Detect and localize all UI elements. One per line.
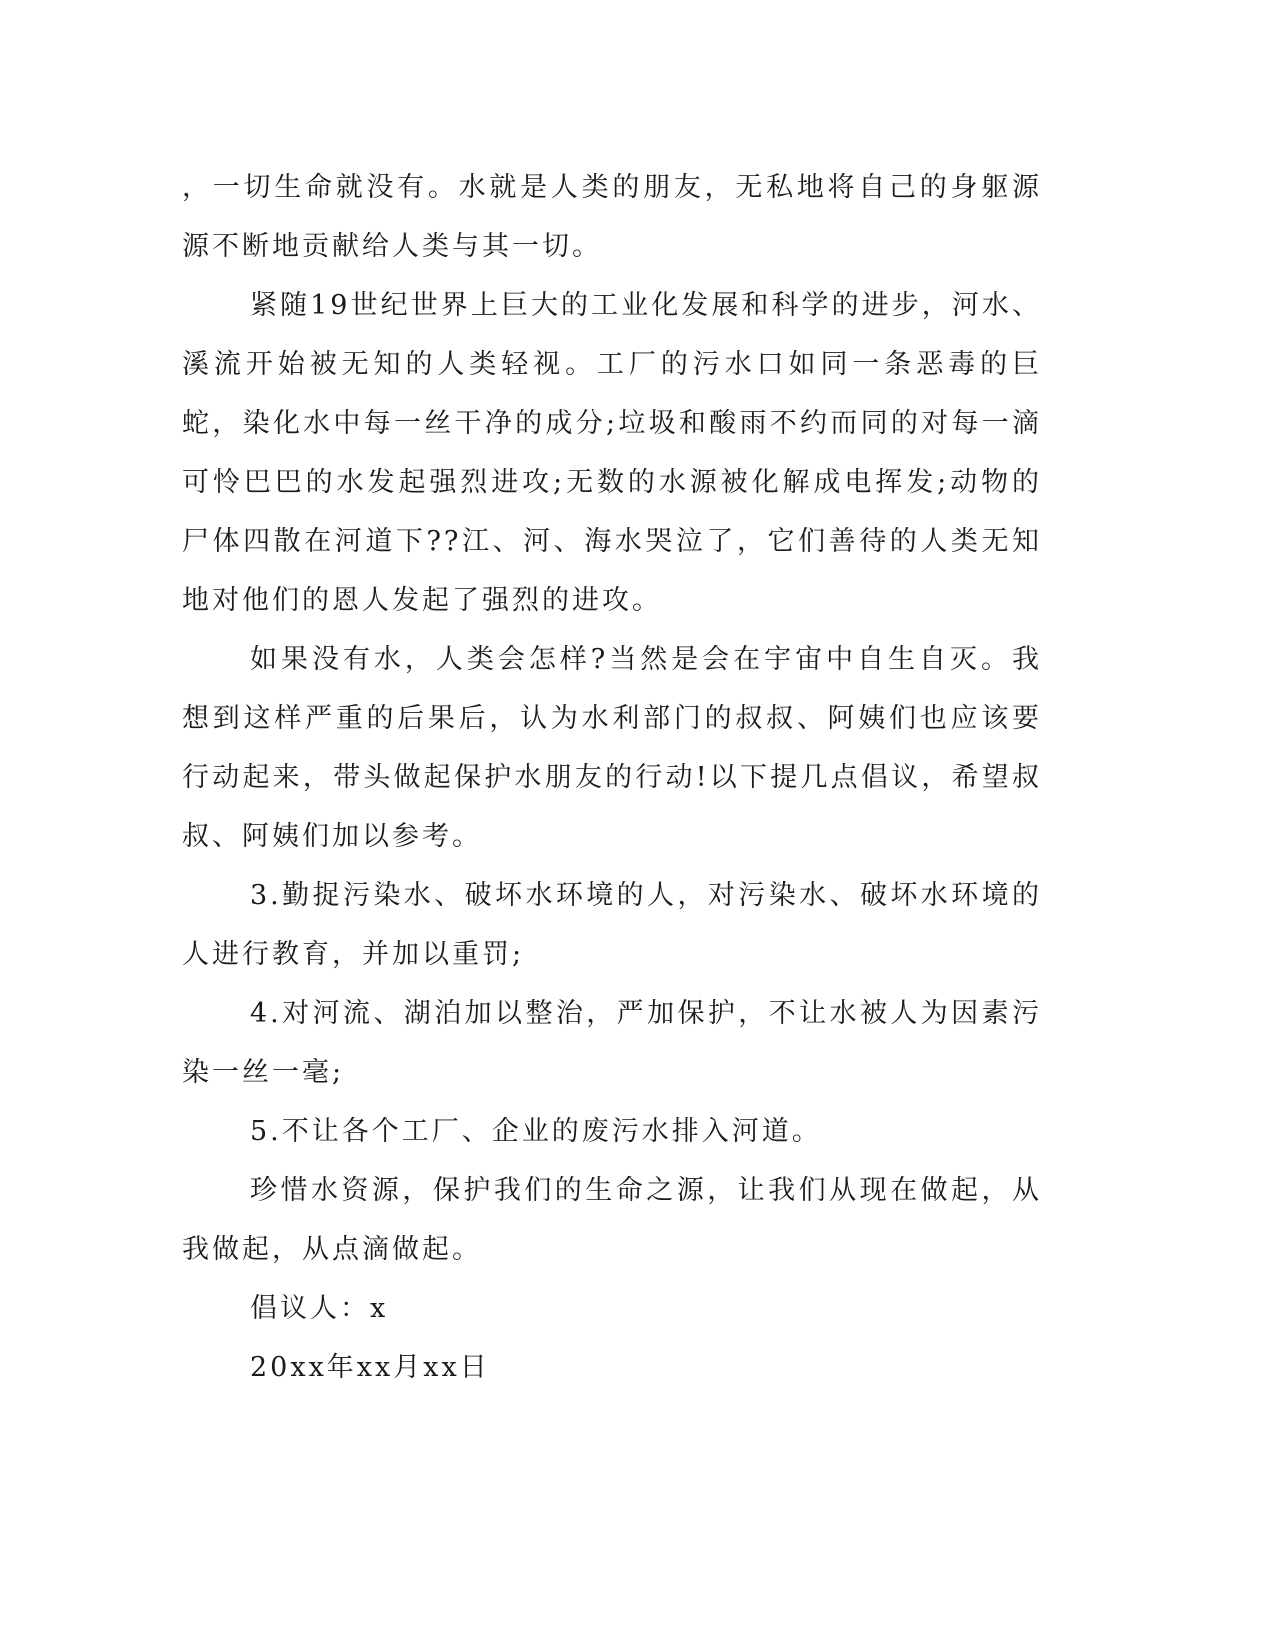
paragraph-closing-call: 珍惜水资源，保护我们的生命之源，让我们从现在做起，从我做起，从点滴做起。 (182, 1175, 1042, 1265)
paragraph-industrial-pollution: 紧随19世纪世界上巨大的工业化发展和科学的进步，河水、溪流开始被无知的人类轻视。工厂的污水口如同一条恶毒的巨蛇，染化水中每一丝干净的成分;垃圾和酸雨不约而同的对每一滴可怜巴巴的水发起强烈进攻;无数的水源被化解成电挥发;动物的尸体四散在河道下??江、河、海水哭泣了，它们善待的人类无知地对他们的恩人发起了强烈的进攻。 (182, 290, 1042, 616)
paragraph-water-friend: ，一切生命就没有。水就是人类的朋友，无私地将自己的身躯源源不断地贡献给人类与其一切。 (182, 172, 1042, 262)
proposal-item-4: 4.对河流、湖泊加以整治，严加保护，不让水被人为因素污染一丝一毫; (182, 998, 1042, 1088)
signature-proposer: 倡议人：x (250, 1293, 389, 1324)
proposal-item-5: 5.不让各个工厂、企业的废污水排入河道。 (250, 1116, 822, 1147)
signature-date: 20xx年xx月xx日 (250, 1352, 490, 1383)
document-body (182, 158, 1042, 1397)
paragraph-without-water: 如果没有水，人类会怎样?当然是会在宇宙中自生自灭。我想到这样严重的后果后，认为水利部门的叔叔、阿姨们也应该要行动起来，带头做起保护水朋友的行动!以下提几点倡议，希望叔叔、阿姨们加以参考。 (182, 644, 1042, 852)
proposal-item-3: 3.勤捉污染水、破坏水环境的人，对污染水、破坏水环境的人进行教育，并加以重罚; (182, 880, 1042, 970)
